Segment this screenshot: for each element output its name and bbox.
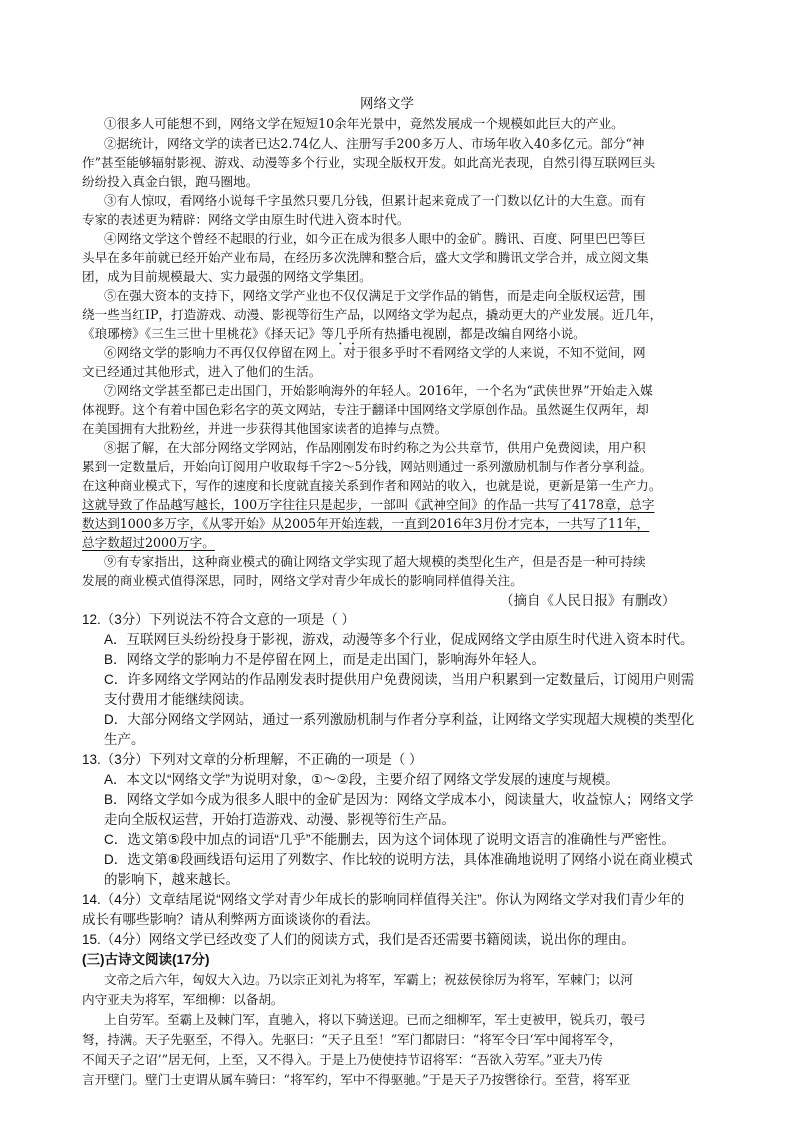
article-paragraph-5-line-2: 绕一些当红IP，打造游戏、动漫、影视等衍生产品，以网络文学为起点，撬动更大的产业发展。近几年， [82, 307, 663, 322]
emphasized-word-jihu: 几乎 [333, 326, 360, 341]
question-12-stem: 12.（3分）下列说法不符合文意的一项是（ ） [82, 612, 356, 627]
question-12-option-d-line-1: D．大部分网络文学网站，通过一系列激励机制与作者分享利益，让网络文学实现超大规模的类型化 [104, 712, 695, 727]
classical-paragraph-2-line-4: 言开壁门。壁门士吏谓从属车骑曰：“将军约，军中不得驱驰。”于是天子乃按辔徐行。至营，将军亚 [82, 1072, 631, 1087]
article-paragraph-7-line-2: 体视野。这个有着中国色彩名字的英文网站，专注于翻译中国网络文学原创作品。虽然诞生仅两年，却 [82, 402, 649, 417]
question-15: 15.（4分）网络文学已经改变了人们的阅读方式，我们是否还需要书籍阅读，说出你的理由。 [82, 932, 635, 947]
question-13-option-c: C．选文第⑤段中加点的词语“几乎”不能删去，因为这个词体现了说明文语言的准确性与严密性。 [104, 832, 675, 847]
classical-paragraph-2-line-3: 不闻天子之诏’”居无何，上至，又不得入。于是上乃使使持节诏将军：“吾欲入劳军。”亚夫乃传 [82, 1052, 603, 1067]
section-3-heading: (三)古诗文阅读(17分) [82, 952, 210, 967]
article-title: 网络文学 [360, 96, 414, 112]
question-12-option-c-line-1: C．许多网络文学网站的作品刚发表时提供用户免费阅读，当用户积累到一定数量后，订阅用户则需 [104, 672, 695, 687]
article-paragraph-2-line-3: 纷纷投入真金白银，跑马圈地。 [82, 174, 259, 189]
underlined-sentence-line-2: 数达到1000多万字，《从零开始》从2005年开始连载，一直到2016年3月份才完本，一共写了11年， [82, 516, 650, 531]
article-paragraph-5-line-1: ⑤在强大资本的支持下，网络文学产业也不仅仅满足于文学作品的销售，而是走向全版权运营，围 [104, 288, 646, 303]
article-paragraph-8-line-3: 在这种商业模式下，写作的速度和长度就直接关系到作者和网站的收入，也就是说，更新是第一生产力。 [82, 478, 662, 493]
article-paragraph-3-line-1: ③有人惊叹，看网络小说每千字虽然只要几分钱，但累计起来竟成了一门数以亿计的大生意。而有 [104, 193, 646, 208]
question-14-line-1: 14.（4分）文章结尾说“网络文学对青少年成长的影响同样值得关注”。你认为网络文学对我们青少年的 [82, 892, 685, 907]
article-paragraph-2-line-2: 作”甚至能够辐射影视、游戏、动漫等多个行业，实现全版权开发。如此高光表现，自然引得互联网巨头 [82, 155, 656, 170]
classical-paragraph-1-line-1: 文帝之后六年，匈奴大入边。乃以宗正刘礼为将军，军霸上；祝兹侯徐厉为将军，军棘门；以河 [104, 972, 633, 987]
question-12-option-b: B．网络文学的影响力不是停留在网上，而是走出国门，影响海外年轻人。 [104, 652, 546, 667]
article-source: （摘自《人民日报》有删改） [500, 593, 676, 608]
classical-paragraph-2-line-1: 上自劳军。至霸上及棘门军，直驰入，将以下骑送迎。已而之细柳军，军士吏被甲，锐兵刃，彀弓 [104, 1012, 646, 1027]
article-paragraph-2-line-1: ②据统计，网络文学的读者已达2.74亿人、注册写手200多万人、市场年收入40多亿元。部分“神 [104, 136, 645, 151]
article-paragraph-9-line-2: 发展的商业模式值得深思，同时，网络文学对青少年成长的影响同样值得关注。 [82, 573, 523, 588]
question-13-option-b-line-1: B．网络文学如今成为很多人眼中的金矿是因为：网络文学成本小，阅读量大，收益惊人；网络文学 [104, 792, 694, 807]
article-paragraph-8-line-1: ⑧据了解，在大部分网络文学网站，作品刚刚发布时约称之为公共章节，供用户免费阅读，用户积 [104, 440, 646, 455]
article-paragraph-4-line-1: ④网络文学这个曾经不起眼的行业，如今正在成为很多人眼中的金矿。腾讯、百度、阿里巴巴等巨 [104, 231, 646, 246]
question-13-option-d-line-2: 的影响下，越来越长。 [104, 872, 239, 887]
article-paragraph-4-line-2: 头早在多年前就已经开始产业布局，在经历多次洗牌和整合后，盛大文学和腾讯文学合并，成立阅文集 [82, 250, 649, 265]
article-paragraph-7-line-1: ⑦网络文学甚至都已走出国门，开始影响海外的年轻人。2016年，一个名为“武侠世界”开始走入媒 [104, 383, 653, 398]
drama-sentence-end: 所有热播电视剧，都是改编自网络小说。 [359, 326, 586, 341]
underlined-sentence-line-3: 总字数超过2000万字。 [82, 535, 215, 550]
question-13-option-a: A．本文以“网络文学”为说明对象，①～②段，主要介绍了网络文学发展的速度与规模。 [104, 772, 619, 787]
article-paragraph-3-line-2: 专家的表述更为精辟：网络文学由原生时代进入资本时代。 [82, 212, 410, 227]
question-13-stem: 13.（3分）下列对文章的分析理解，不正确的一项是（ ） [82, 752, 423, 767]
article-paragraph-6-line-2: 文已经通过其他形式，进入了他们的生活。 [82, 364, 322, 379]
question-13-option-b-line-2: 走向全版权运营，开始打造游戏、动漫、影视等衍生产品。 [104, 812, 455, 827]
question-13-option-d-line-1: D．选文第⑧段画线语句运用了列数字、作比较的说明方法，具体准确地说明了网络小说在商业模式 [104, 852, 693, 867]
question-14-line-2: 成长有哪些影响？请从利弊两方面谈谈你的看法。 [82, 912, 379, 927]
article-paragraph-9-line-1: ⑨有专家指出，这种商业模式的确让网络文学实现了超大规模的类型化生产，但是否是一种可持续 [104, 554, 646, 569]
article-paragraph-7-line-3: 在美国拥有大批粉丝，并进一步获得其他国家读者的追捧与点赞。 [82, 421, 448, 436]
question-12-option-d-line-2: 生产。 [104, 732, 145, 747]
drama-titles-text: 《琅琊榜》《三生三世十里桃花》《择天记》等 [82, 326, 334, 341]
underlined-sentence-line-1: 这就导致了作品越写越长，100万字往往只是起步，一部叫《武神空间》的作品一共写了4178章，总字 [82, 497, 655, 512]
question-12-option-c-line-2: 支付费用才能继续阅读。 [104, 692, 253, 707]
article-paragraph-4-line-3: 团，成为目前规模最大、实力最强的网络文学集团。 [82, 269, 372, 284]
classical-paragraph-2-line-2: 弩，持满。天子先驱至，不得入。先驱曰：“天子且至！”军门都尉曰：“将军令曰‘军中闻将军令， [82, 1032, 622, 1047]
article-paragraph-1: ①很多人可能想不到，网络文学在短短10余年光景中，竟然发展成一个规模如此巨大的产业。 [104, 116, 624, 131]
classical-paragraph-1-line-2: 内守亚夫为将军，军细柳：以备胡。 [82, 992, 284, 1007]
article-paragraph-6-line-1: ⑥网络文学的影响力不再仅仅停留在网上。对于很多乎时不看网络文学的人来说，不知不觉间，网 [104, 345, 646, 360]
article-paragraph-8-line-2: 累到一定数量后，开始向订阅用户收取每千字2～5分钱，网站则通过一系列激励机制与作者分享利益。 [82, 459, 653, 474]
question-12-option-a: A．互联网巨头纷纷投身于影视，游戏，动漫等多个行业，促成网络文学由原生时代进入资本时代。 [104, 632, 694, 647]
